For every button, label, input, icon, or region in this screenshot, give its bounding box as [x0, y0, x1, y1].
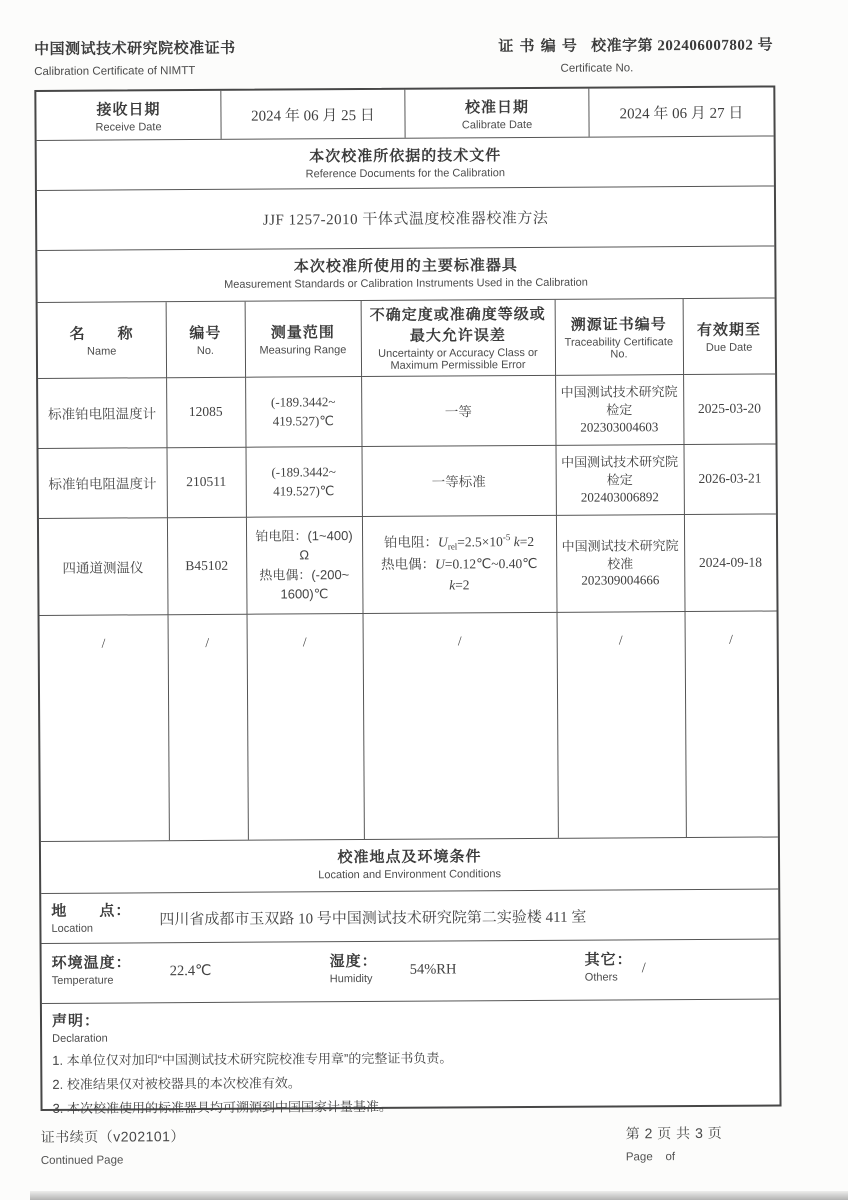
- row3-trace-org: 中国测试技术研究院校准: [561, 538, 679, 572]
- certificate-body: [34, 85, 781, 1116]
- certificate-number-value: 校准字第 202406007802 号: [590, 37, 774, 55]
- environment-row: [42, 938, 779, 1003]
- humidity-value: 54%RH: [409, 961, 457, 978]
- reference-document-value: JJF 1257-2010 干体式温度校准器校准方法: [37, 185, 774, 250]
- col-no-cn: 编号: [189, 324, 222, 342]
- location-label-block: [51, 899, 131, 934]
- row1-due: 2025-03-20: [683, 373, 775, 444]
- certificate-number-label-en: Certificate No.: [560, 62, 634, 75]
- location-title-en: Location and Environment Conditions: [318, 868, 502, 882]
- row3-unc-tc-val: =0.12℃~0.40℃: [444, 555, 538, 572]
- row1-no: 12085: [166, 377, 245, 447]
- row3-due: 2024-09-18: [684, 513, 777, 611]
- reference-section-title: [37, 135, 774, 190]
- temperature-label-en: Temperature: [51, 974, 114, 987]
- row3-uncertainty-line3: [366, 575, 553, 597]
- declaration-item-1: 1. 本单位仅对加印“中国测试技术研究院校准专用章”的完整证书负责。: [52, 1050, 453, 1068]
- footer-continued-en: Continued Page: [40, 1154, 124, 1167]
- scan-edge-artifact: [30, 1191, 848, 1200]
- col-name-cn: 名 称: [69, 325, 134, 343]
- issuer-title-en: Calibration Certificate of NIMTT: [34, 65, 196, 78]
- row2-uncertainty: 一等标准: [361, 445, 555, 516]
- temperature-label-block: [52, 951, 132, 986]
- row2-due: 2026-03-21: [683, 443, 775, 514]
- receive-date-value: 2024 年 06 月 25 日: [220, 90, 404, 139]
- row3-trace-no: 202309004666: [581, 572, 660, 588]
- standards-table: [38, 298, 778, 840]
- certificate-document: [34, 33, 782, 1167]
- row1-trace-org: 中国测试技术研究院检定: [560, 384, 678, 418]
- declaration-item-3: 3. 本次校准使用的标准器具均可溯源到中国国家计量基准。: [52, 1098, 393, 1116]
- receive-date-label-cn: 接收日期: [96, 100, 161, 119]
- calibrate-date-label-en: Calibrate Date: [461, 118, 533, 131]
- row3-unc-k-end: =2: [455, 577, 470, 593]
- col-header-uncertainty: [361, 300, 555, 376]
- issuer-title-cn: 中国测试技术研究院校准证书: [34, 39, 236, 58]
- row2-trace-no: 202403006892: [580, 488, 659, 505]
- row3-unc-pt-label: 铂电阻：: [383, 534, 439, 550]
- col-trace-cn: 溯源证书编号: [570, 315, 667, 334]
- footer-continued-cn: 证书续页（v202101）: [40, 1128, 185, 1145]
- issuer-title-block: [34, 37, 236, 78]
- standards-row-1: [38, 373, 775, 448]
- others-label-cn: 其它：: [584, 951, 633, 969]
- row2-trace-org: 中国测试技术研究院检定: [561, 454, 679, 488]
- row3-uncertainty-line2: [366, 554, 553, 576]
- footer-page-block: [626, 1122, 782, 1163]
- calibrate-date-label-cell: [404, 89, 588, 138]
- row1-range: (-189.3442~ 419.527)℃: [245, 376, 361, 447]
- location-label-cn: 地 点：: [51, 902, 132, 920]
- humidity-label-block: [330, 950, 378, 985]
- footer-left-block: [41, 1126, 185, 1167]
- row2-range: (-189.3442~ 419.527)℃: [246, 446, 362, 517]
- col-header-traceability: [555, 299, 683, 375]
- row3-unc-tc-label: 热电偶：: [381, 556, 436, 572]
- col-due-en: Due Date: [705, 341, 753, 354]
- certificate-number-line: [498, 33, 773, 56]
- location-section-title: [41, 836, 778, 893]
- location-row: [41, 888, 778, 943]
- standards-table-wrap: [38, 297, 778, 840]
- row4-no: /: [168, 614, 248, 840]
- row3-unc-tc-u: U: [435, 556, 445, 572]
- standards-title-cn: 本次校准所使用的主要标准器具: [293, 257, 518, 276]
- row1-uncertainty: 一等: [361, 375, 555, 446]
- col-uncertainty-en: Uncertainty or Accuracy Class or Maximum Permissible Error: [378, 347, 538, 373]
- row3-range: 铂电阻：(1~400) Ω 热电偶：(-200~ 1600)℃: [246, 516, 363, 614]
- row3-unc-pt-end: =2: [519, 534, 535, 550]
- others-label-block: [585, 948, 633, 983]
- row2-name: 标准铂电阻温度计: [39, 447, 167, 518]
- row3-unc-pt-mid: =2.5×10: [457, 534, 503, 550]
- row3-name: 四通道测温仪: [39, 517, 168, 615]
- row3-unc-pt-k: k: [513, 534, 520, 550]
- col-header-no: [166, 302, 245, 377]
- row1-name: 标准铂电阻温度计: [38, 377, 166, 448]
- col-trace-en: Traceability Certificate No.: [564, 335, 674, 361]
- footer-page-en: Page of: [625, 1151, 676, 1164]
- others-label-en: Others: [584, 971, 618, 984]
- row3-unc-k: k: [449, 577, 456, 593]
- dates-row: [36, 87, 773, 140]
- row1-traceability: [555, 374, 683, 445]
- certificate-number-label-cn: 证 书 编 号: [498, 37, 578, 56]
- row1-trace-no: 202303004603: [580, 418, 659, 435]
- standards-section-title: [37, 245, 774, 302]
- row4-range: /: [247, 613, 364, 840]
- row3-unc-pt-sup: -5: [502, 532, 511, 543]
- col-header-range: [245, 301, 361, 377]
- calibrate-date-label-cn: 校准日期: [464, 98, 529, 116]
- document-header: [34, 33, 775, 81]
- others-value: /: [641, 960, 646, 977]
- location-title-cn: 校准地点及环境条件: [337, 848, 482, 867]
- standards-header-row: [38, 298, 775, 378]
- reference-title-cn: 本次校准所依据的技术文件: [309, 147, 502, 166]
- col-no-en: No.: [196, 344, 215, 357]
- location-value: 四川省成都市玉双路 10 号中国测试技术研究院第二实验楼 411 室: [159, 909, 587, 929]
- declaration-item-2: 2. 校准结果仅对被校器具的本次校准有效。: [52, 1075, 301, 1092]
- certificate-number-block: [498, 33, 775, 75]
- declaration-title-en: Declaration: [52, 1032, 108, 1045]
- receive-date-label-en: Receive Date: [95, 120, 162, 134]
- row3-traceability: [556, 514, 685, 612]
- calibrate-date-value: 2024 年 06 月 27 日: [588, 87, 773, 136]
- row3-uncertainty-line1: [366, 531, 553, 555]
- row3-unc-pt-sub: rel: [447, 541, 458, 552]
- row2-traceability: [555, 444, 683, 515]
- col-range-cn: 测量范围: [270, 323, 335, 342]
- document-footer: [41, 1122, 782, 1167]
- row4-uncertainty: /: [363, 612, 558, 839]
- row3-unc-pt-u: U: [437, 534, 448, 550]
- declaration-title-cn: 声明：: [51, 1012, 101, 1030]
- location-label-en: Location: [51, 922, 94, 935]
- declaration-items: [52, 1045, 769, 1121]
- row4-due: /: [685, 610, 778, 837]
- col-header-name: [38, 302, 166, 378]
- footer-page-cn: 第 2 页 共 3 页: [625, 1124, 723, 1142]
- row3-uncertainty: [362, 515, 557, 613]
- standards-row-4-empty: [40, 610, 778, 840]
- receive-date-label-cell: [36, 91, 220, 140]
- col-header-due: [683, 298, 775, 374]
- standards-title-en: Measurement Standards or Calibration Instruments Used in the Calibration: [224, 276, 588, 291]
- humidity-label-en: Humidity: [329, 972, 373, 986]
- row3-no: B45102: [167, 517, 247, 614]
- row2-no: 210511: [167, 447, 246, 517]
- declaration-section: [42, 998, 780, 1116]
- humidity-label-cn: 湿度：: [329, 952, 378, 971]
- standards-row-2: [39, 443, 776, 518]
- col-uncertainty-cn: 不确定度或准确度等级或 最大允许误差: [369, 306, 546, 345]
- row4-name: /: [40, 614, 169, 841]
- row4-traceability: /: [557, 611, 686, 838]
- col-name-en: Name: [86, 345, 117, 358]
- temperature-value: 22.4℃: [169, 962, 212, 980]
- temperature-label-cn: 环境温度：: [51, 954, 132, 972]
- col-range-en: Measuring Range: [259, 343, 347, 357]
- standards-row-3: [39, 513, 777, 615]
- reference-title-en: Reference Documents for the Calibration: [305, 167, 506, 181]
- col-due-cn: 有效期至: [696, 321, 762, 339]
